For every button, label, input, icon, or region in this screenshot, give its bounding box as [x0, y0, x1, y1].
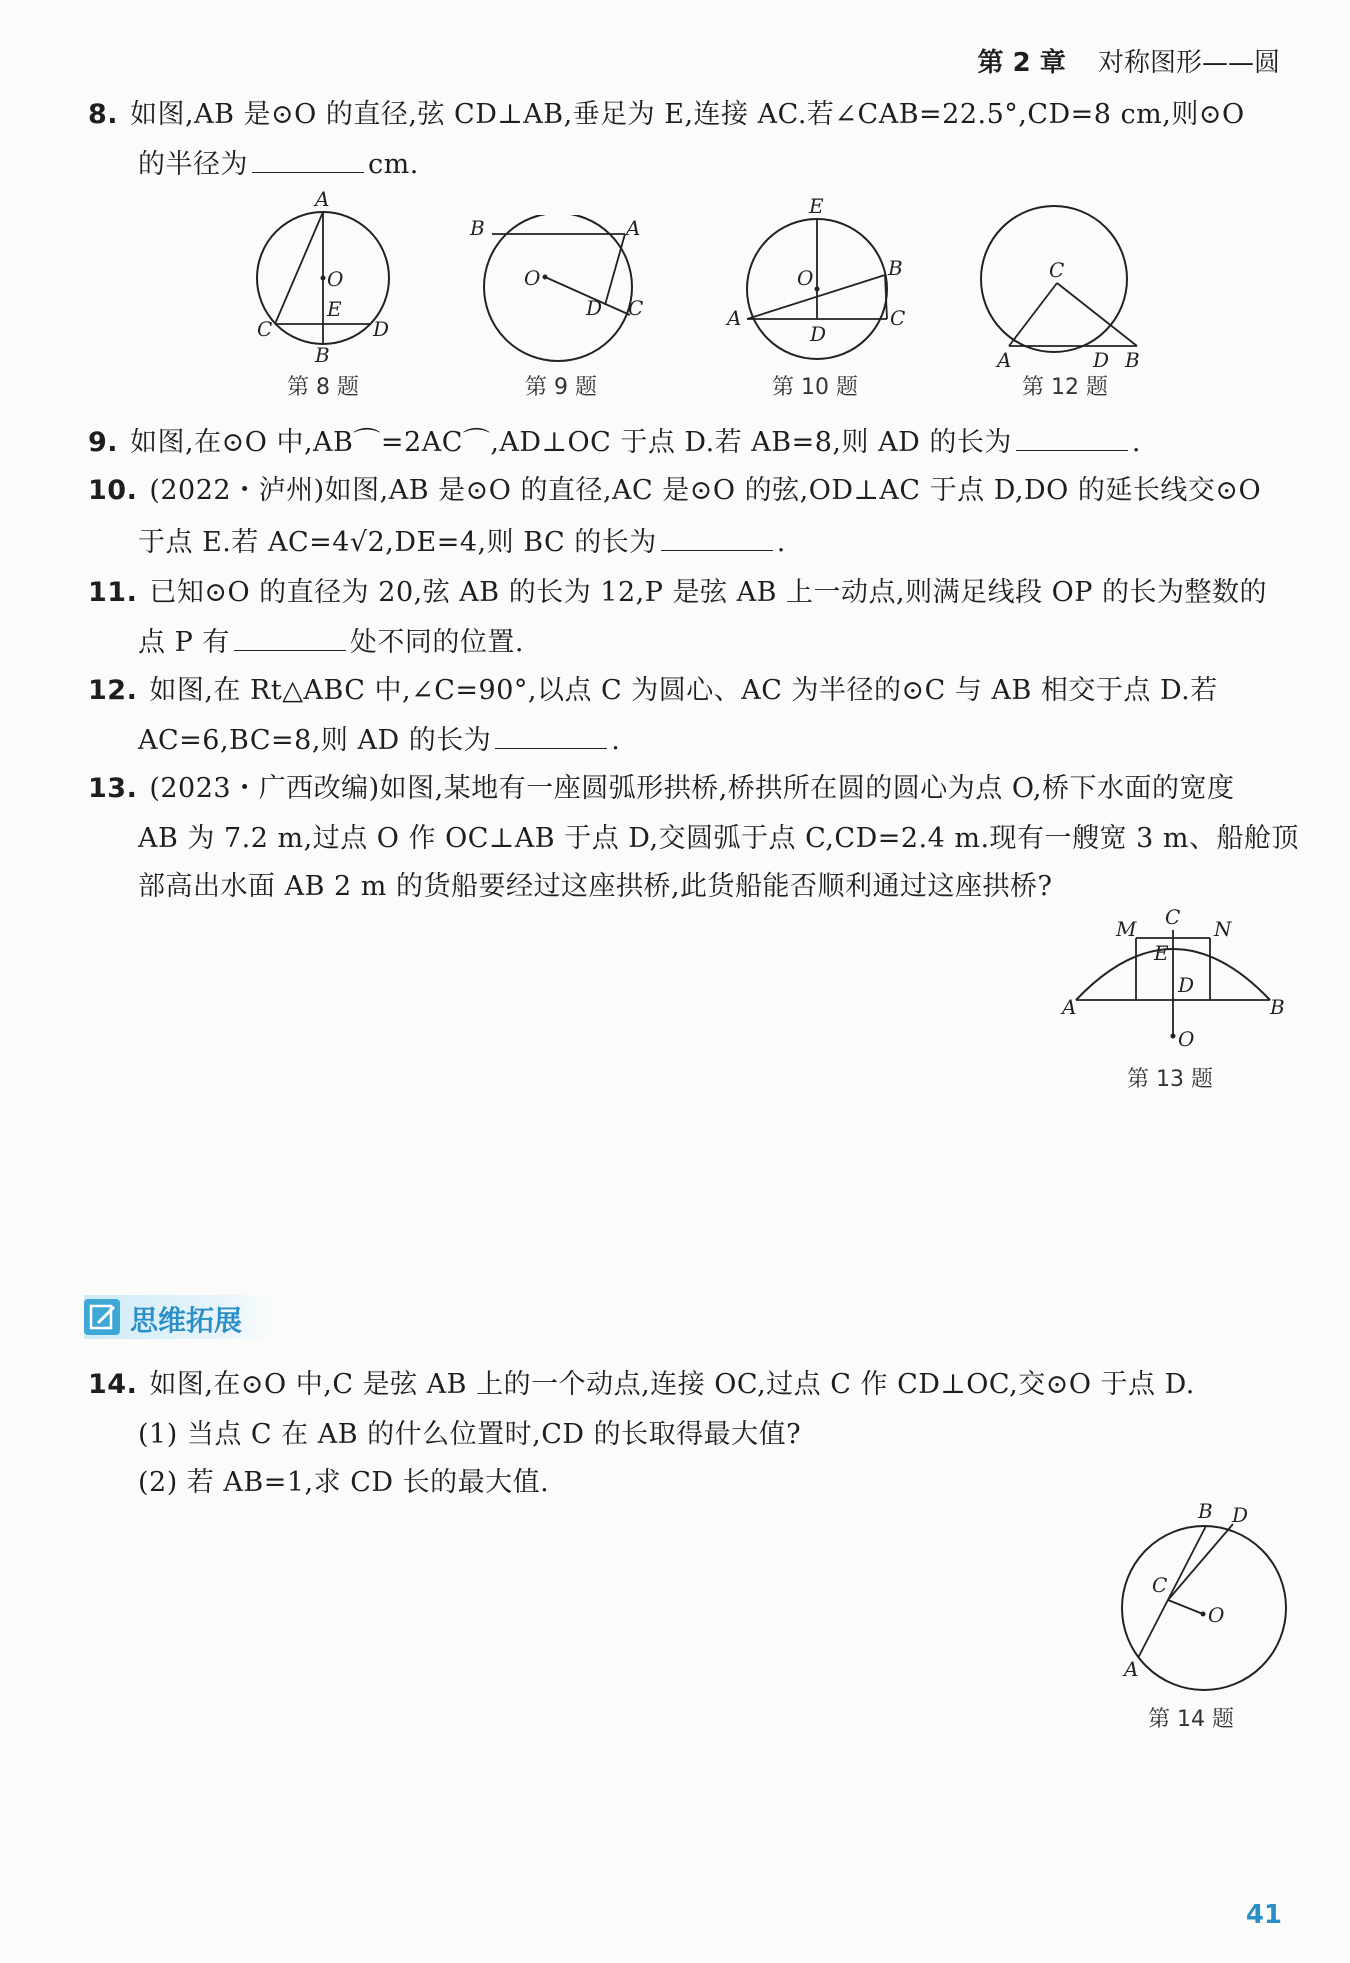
q12-end: .: [611, 725, 621, 756]
label-c: C: [257, 317, 273, 341]
caption-13: 第 13 题: [1127, 1067, 1213, 1092]
section-title: 思维拓展: [130, 1304, 243, 1337]
q11-text-2: 点 P 有: [138, 627, 230, 658]
q13-number: 13.: [88, 773, 138, 804]
q10-text-2: 于点 E.若 AC=4√2,DE=4,则 BC 的长为: [138, 527, 657, 558]
label-o: O: [1208, 1603, 1225, 1627]
label-o: O: [327, 267, 344, 291]
label-e: E: [1154, 941, 1169, 965]
q13-line3: 部高出水面 AB 2 m 的货船要经过这座拱桥,此货船能否顺利通过这座拱桥?: [138, 871, 1053, 902]
chapter-title: 对称图形——圆: [1097, 48, 1280, 78]
label-a: A: [626, 216, 641, 240]
figure-14: [1108, 1500, 1308, 1700]
label-e: E: [809, 195, 824, 218]
label-n: N: [1214, 917, 1232, 941]
label-c: C: [1049, 258, 1065, 282]
q11-line1: [88, 570, 1267, 609]
answer-blank: [661, 528, 773, 551]
label-d: D: [1232, 1503, 1249, 1527]
q10-line2: [138, 520, 786, 559]
q8-text: 如图,AB 是⊙O 的直径,弦 CD⊥AB,垂足为 E,连接 AC.若∠CAB=22.5°,CD=8 cm,则⊙O: [130, 99, 1245, 130]
label-a: A: [315, 188, 330, 211]
q10-line1: [88, 468, 1261, 507]
label-b: B: [315, 343, 330, 367]
label-d: D: [586, 296, 603, 320]
answer-blank: [234, 628, 346, 651]
edit-icon: [84, 1299, 120, 1335]
q13-line1: [88, 766, 1235, 805]
figure-13: [1058, 908, 1288, 1058]
q14-part1: (1) 当点 C 在 AB 的什么位置时,CD 的长取得最大值?: [138, 1419, 802, 1450]
figure-10: [725, 195, 925, 370]
q10-number: 10.: [88, 475, 138, 506]
label-a: A: [1124, 1657, 1139, 1681]
q8-text-2: 的半径为: [138, 149, 248, 180]
q14-part2: (2) 若 AB=1,求 CD 长的最大值.: [138, 1467, 550, 1498]
q13-line2: AB 为 7.2 m,过点 O 作 OC⊥AB 于点 D,交圆弧于点 C,CD=2.4 m.现有一艘宽 3 m、船舱顶: [138, 823, 1299, 854]
q8-number: 8.: [88, 99, 119, 130]
label-a: A: [727, 306, 742, 330]
q8-line2: [138, 142, 419, 181]
q12-line1: [88, 668, 1218, 707]
figure-8: [245, 188, 405, 368]
caption-8: 第 8 题: [287, 375, 359, 400]
q11-text: 已知⊙O 的直径为 20,弦 AB 的长为 12,P 是弦 AB 上一动点,则满足线段 OP 的长为整数的: [149, 577, 1268, 608]
chapter-label: 第 2 章: [977, 48, 1066, 78]
label-e: E: [327, 297, 342, 321]
figure-12: [975, 205, 1155, 370]
label-b: B: [1125, 348, 1140, 370]
running-header: [978, 42, 1280, 79]
q12-line2: [138, 718, 620, 757]
q14-line1: [88, 1362, 1195, 1401]
q9-number: 9.: [88, 427, 119, 458]
label-o: O: [524, 266, 541, 290]
label-d: D: [810, 322, 827, 346]
q11-line2: [138, 620, 524, 659]
label-c: C: [628, 296, 644, 320]
section-header: [84, 1295, 274, 1339]
q8-line1: [88, 92, 1245, 131]
label-o: O: [1178, 1027, 1195, 1051]
q9-line: [88, 420, 1141, 459]
label-b: B: [470, 216, 485, 240]
answer-blank: [495, 726, 607, 749]
caption-9: 第 9 题: [525, 375, 597, 400]
q14-text: 如图,在⊙O 中,C 是弦 AB 上的一个动点,连接 OC,过点 C 作 CD⊥OC,交⊙O 于点 D.: [149, 1369, 1195, 1400]
q10-end: .: [776, 527, 786, 558]
q11-number: 11.: [88, 577, 138, 608]
answer-blank: [252, 150, 364, 173]
label-b: B: [1198, 1500, 1213, 1523]
label-m: M: [1116, 917, 1137, 941]
q13-text: (2023・广西改编)如图,某地有一座圆弧形拱桥,桥拱所在圆的圆心为点 O,桥下水面的宽度: [149, 773, 1235, 804]
label-c: C: [890, 306, 906, 330]
figure-9: [460, 215, 660, 365]
label-b: B: [888, 256, 903, 280]
answer-blank: [1016, 428, 1128, 451]
label-c: C: [1152, 1573, 1168, 1597]
page-number: 41: [1245, 1900, 1282, 1930]
label-o: O: [797, 266, 814, 290]
label-d: D: [1178, 973, 1195, 997]
q8-unit: cm.: [368, 149, 419, 180]
label-b: B: [1270, 995, 1285, 1019]
q12-number: 12.: [88, 675, 138, 706]
q14-number: 14.: [88, 1369, 138, 1400]
label-c: C: [1165, 908, 1181, 929]
caption-10: 第 10 题: [772, 375, 858, 400]
caption-14: 第 14 题: [1148, 1707, 1234, 1732]
label-d: D: [373, 317, 390, 341]
q12-text-2: AC=6,BC=8,则 AD 的长为: [138, 725, 492, 756]
q9-end: .: [1131, 427, 1141, 458]
label-a: A: [997, 348, 1012, 370]
q11-text-3: 处不同的位置.: [349, 627, 524, 658]
q12-text: 如图,在 Rt△ABC 中,∠C=90°,以点 C 为圆心、AC 为半径的⊙C 与 AB 相交于点 D.若: [149, 675, 1218, 706]
label-a: A: [1062, 995, 1077, 1019]
label-d: D: [1093, 348, 1110, 370]
q10-text: (2022・泸州)如图,AB 是⊙O 的直径,AC 是⊙O 的弦,OD⊥AC 于点 D,DO 的延长线交⊙O: [149, 475, 1262, 506]
q9-text: 如图,在⊙O 中,AB⌒=2AC⌒,AD⊥OC 于点 D.若 AB=8,则 AD 的长为: [130, 427, 1012, 458]
caption-12: 第 12 题: [1022, 375, 1108, 400]
